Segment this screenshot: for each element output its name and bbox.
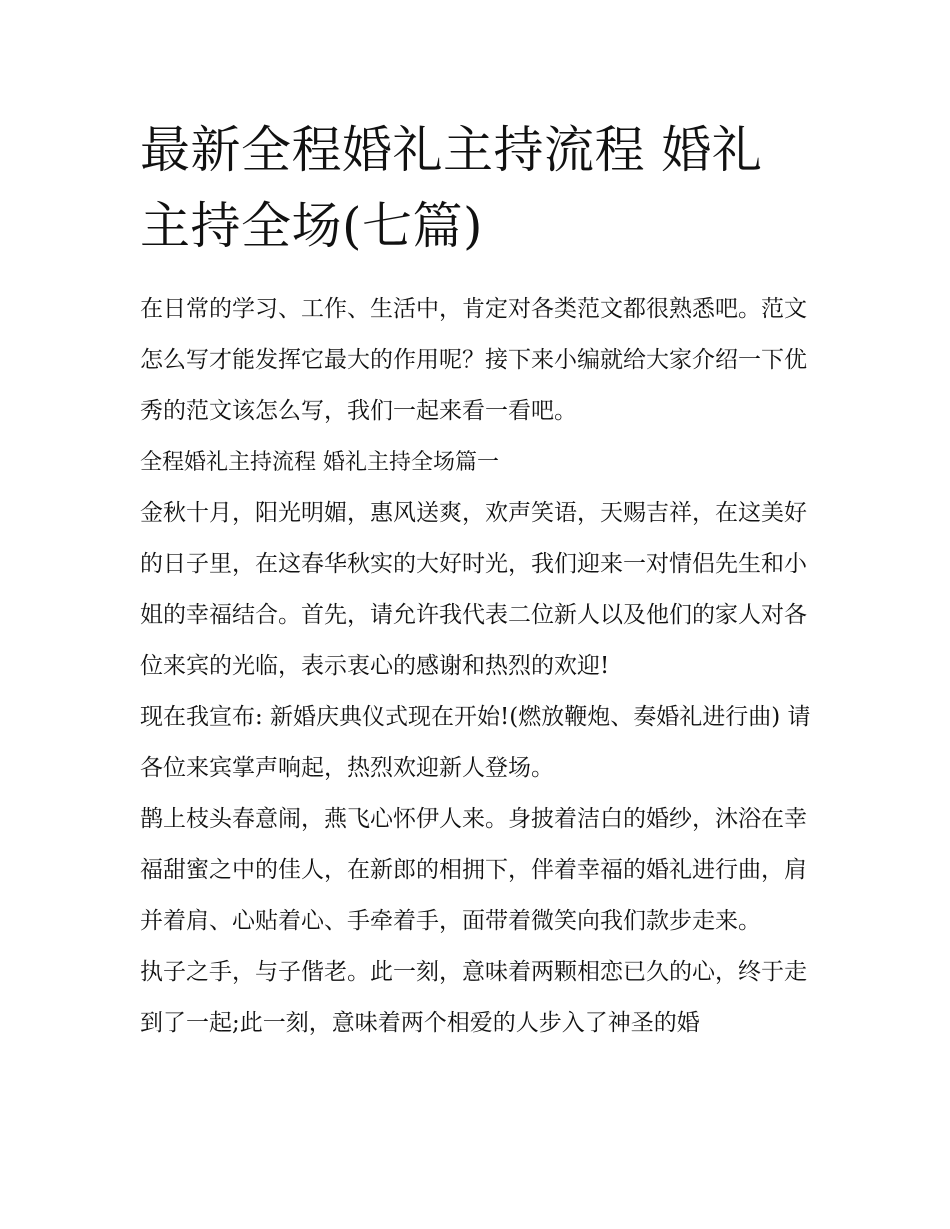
body-paragraph: 金秋十月，阳光明媚，惠风送爽，欢声笑语，天赐吉祥，在这美好的日子里，在这春华秋实的大好时光，我们迎来一对情侣先生和小姐的幸福结合。首先，请允许我代表二位新人以及他们的家人对各位来宾的光临，表示衷心的感谢和热烈的欢迎! — [140, 500, 807, 679]
body-paragraph: 现在我宣布: 新婚庆典仪式现在开始!(燃放鞭炮、奏婚礼进行曲) 请各位来宾掌声响起，热烈欢迎新人登场。 — [140, 704, 811, 781]
document-body — [140, 112, 812, 1049]
section-heading: 全程婚礼主持流程 婚礼主持全场篇一 — [140, 450, 499, 475]
document-title: 最新全程婚礼主持流程 婚礼主持全场(七篇) — [140, 121, 763, 255]
intro-paragraph: 在日常的学习、工作、生活中，肯定对各类范文都很熟悉吧。范文怎么写才能发挥它最大的作用呢？接下来小编就给大家介绍一下优秀的范文该怎么写，我们一起来看一看吧。 — [140, 296, 807, 424]
body-paragraph: 鹊上枝头春意闹，燕飞心怀伊人来。身披着洁白的婚纱，沐浴在幸福甜蜜之中的佳人，在新郎的相拥下，伴着幸福的婚礼进行曲，肩并着肩、心贴着心、手牵着手，面带着微笑向我们款步走来。 — [140, 806, 807, 934]
body-paragraph: 执子之手，与子偕老。此一刻，意味着两颗相恋已久的心，终于走到了一起;此一刻，意味着两个相爱的人步入了神圣的婚 — [140, 959, 807, 1036]
